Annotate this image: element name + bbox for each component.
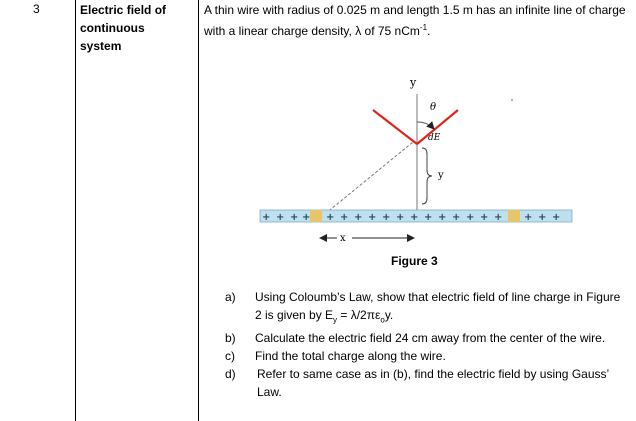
charge-element-left [310,210,322,222]
svg-text:+: + [354,212,363,223]
y-axis-label: y [410,76,417,89]
y-distance-label: y [438,170,444,181]
question-text [204,1,630,40]
part-a-sub-o: o [380,315,385,325]
part-a [225,288,630,329]
question-parts [225,288,630,401]
question-text-end: . [427,24,431,38]
theta-label: θ [430,102,437,113]
topic-line-1: Electric field of [80,3,167,17]
svg-text:+: + [438,212,447,223]
svg-text:+: + [340,212,349,223]
figure-line-charge [250,58,590,248]
svg-text:+: + [494,212,503,223]
svg-text:+: + [552,212,561,223]
svg-text:+: + [276,212,285,223]
svg-text:+: + [424,212,433,223]
svg-text:+: + [410,212,419,223]
part-a-text2: = λ/2πε [337,308,381,322]
part-d-text: Refer to same case as in (b), find the electric field by using Gauss’ Law. [257,367,609,400]
svg-text:+: + [326,212,335,223]
x-distance-label: x [340,233,346,244]
part-c-text: Find the total charge along the wire. [255,349,446,364]
charge-element-right [508,210,520,222]
svg-text:+: + [302,212,311,223]
part-c [225,347,630,365]
svg-text:+: + [262,212,271,223]
field-arrow-left [373,110,417,144]
de-label: dE [428,133,441,143]
part-b-label: b) [225,331,236,346]
part-a-label: a) [225,290,236,304]
question-number: 3 [33,2,40,16]
table-border-middle [198,0,199,421]
small-dot [511,99,513,101]
part-d-label: d) [225,367,236,382]
topic-line-3: system [80,39,122,53]
question-text-part2: of 75 nCm [361,24,420,38]
svg-text:+: + [480,212,489,223]
lambda-symbol: λ [355,24,362,38]
part-b-text: Calculate the electric field 24 cm away from the center of the wire. [255,331,606,346]
svg-text:+: + [368,212,377,223]
svg-text:+: + [466,212,475,223]
part-a-text3: y. [384,308,394,322]
svg-text:+: + [290,212,299,223]
part-a-text: Using Coloumb’s Law, show that electric field of line charge in Figure 2 is given by E [255,290,621,322]
part-b [225,329,630,347]
svg-text:+: + [396,212,405,223]
figure-caption: Figure 3 [391,254,438,268]
topic-line-2: continuous [80,21,145,35]
svg-text:+: + [538,212,547,223]
svg-text:+: + [382,212,391,223]
svg-text:+: + [452,212,461,223]
theta-arc [417,122,434,129]
y-distance-brace [422,148,432,204]
unit-exponent: -1 [419,23,428,32]
part-d [225,365,630,401]
question-text-part1: A thin wire with radius of 0.025 m and length 1.5 m has an infinite line of charge with a linear charge density, [204,3,626,38]
table-border-left [75,0,76,421]
part-c-label: c) [225,349,235,364]
dashed-distance-line [325,142,413,214]
topic-cell [80,1,166,55]
part-a-sub-y: y [333,315,338,325]
svg-text:+: + [524,212,533,223]
